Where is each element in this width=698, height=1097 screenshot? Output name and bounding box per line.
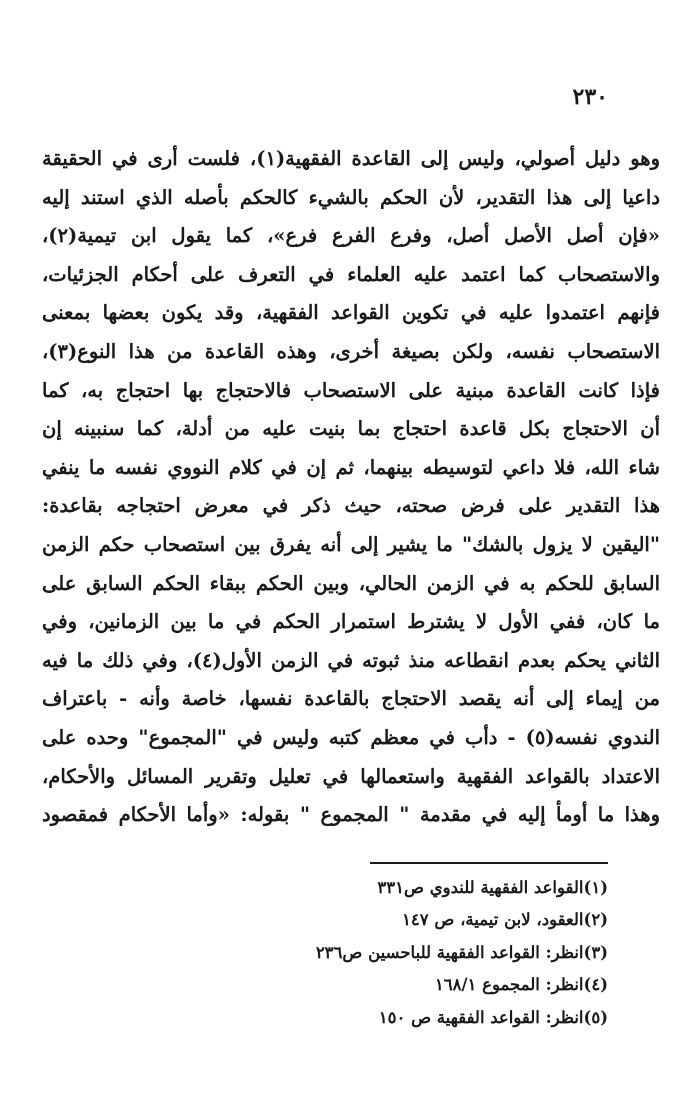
body-line: الندوي نفسه(٥) - دأب في معظم كتبه وليس في "المجموع" وحده على [42,725,660,749]
footnote-item: (٤)انظر: المجموع ١٦٨/١ [434,975,608,995]
body-line: ما كان، ففي الأول لا يشترط استمرار الحكم في ما بين الزمانين، وفي [42,610,660,634]
footnote-item: (٣)انظر: القواعد الفقهية للباحسين ص٢٣٦ [315,942,608,962]
body-line: الاستصحاب نفسه، ولكن بصيغة أخرى، وهذه القاعدة من هذا النوع(٣)، [42,339,660,363]
body-line: فإنهم اعتمدوا عليه في تكوين القواعد الفقهية، وقد يكون بعضها بمعنى [42,301,660,325]
body-line: وهو دليل أصولي، وليس إلى القاعدة الفقهية(١)، فلست أرى في الحقيقة [42,147,660,170]
body-line: والاستصحاب كما اعتمد عليه العلماء في التعرف على أحكام الجزئيات، [42,262,660,286]
body-line: أن الاحتجاج بكل قاعدة احتجاج بما بنيت عليه من أدلة، كما سنبينه إن [42,417,660,441]
body-line: «فإن أصل الأصل أصل، وفرع الفرع فرع»، كما يقول ابن تيمية(٢)، [42,224,660,248]
body-line: "اليقين لا يزول بالشك" ما يشير إلى أنه يفرق بين استصحاب حكم الزمن [42,532,660,556]
footnote-item: (٢)العقود، لابن تيمية، ص ١٤٧ [402,910,608,930]
footnote-item: (١)القواعد الفقهية للندوي ص٣٣١ [377,878,608,897]
body-line: الاعتداد بالقواعد الفقهية واستعمالها في تعليل وتقرير المسائل والأحكام، [42,764,660,788]
body-line: السابق للحكم به في الزمن الحالي، وبين الحكم ببقاء الحكم السابق على [42,571,660,595]
body-text [42,140,660,835]
body-line: شاء الله، فلا داعي لتوسيطه بينهما، ثم إن في كلام النووي نفسه ما ينفي [42,455,660,479]
body-line: فإذا كانت القاعدة مبنية على الاستصحاب فالاحتجاج بها احتجاج به، كما [42,378,660,402]
body-line: من إيماء إلى أنه يقصد الاحتجاج بالقاعدة نفسها، خاصة وأنه - باعتراف [42,687,660,711]
page-number: ٢٣٠ [572,84,608,110]
body-line: هذا التقدير على فرض صحته، حيث ذكر في معرض احتجاجه بقاعدة: [42,494,660,518]
footnote-item: (٥)انظر: القواعد الفقهية ص ١٥٠ [378,1007,608,1027]
body-line: وهذا ما أومأ إليه في مقدمة " المجموع " بقوله: «وأما الأحكام فمقصود [42,803,660,827]
body-line: الثاني يحكم بعدم انقطاعه منذ ثبوته في الزمن الأول(٤)، وفي ذلك ما فيه [42,648,660,672]
footnotes [188,872,608,1034]
body-line: داعيا إلى هذا التقدير، لأن الحكم بالشيء كالحكم بأصله الذي استند إليه [42,185,660,209]
footnote-divider [370,862,608,864]
